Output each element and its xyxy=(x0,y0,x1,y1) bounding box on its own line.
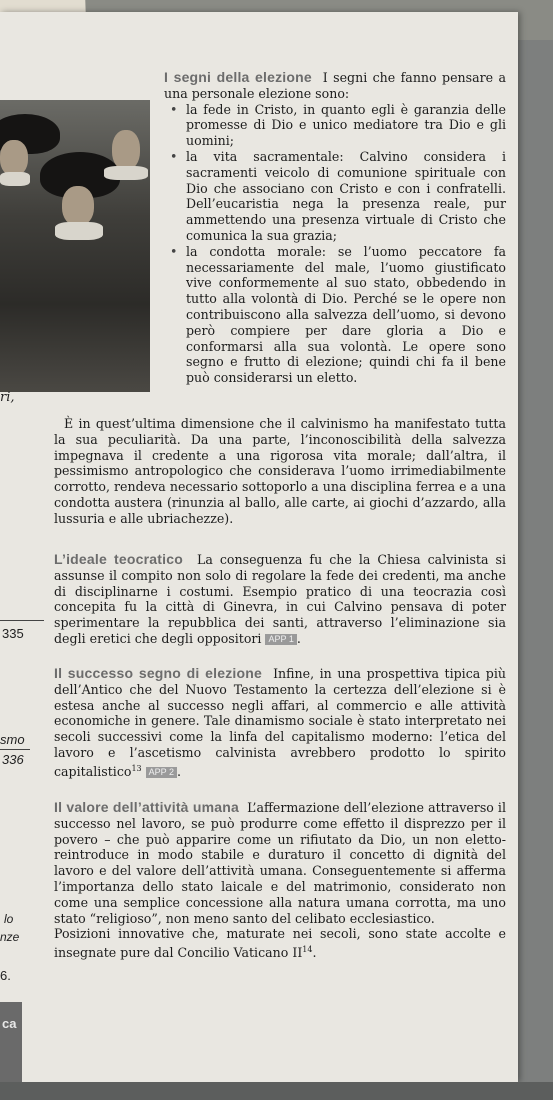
teocratico-body: La conseguenza fu che la Chiesa calvinista si assunse il compito non solo di regolare la fede dei credenti, ma anche di disciplinarne i costumi. Esempio pratico di una teocrazia così concepita fu la città di Ginevra, in cui Calvino pensava di poter sperimentare la repubblica dei santi, attraverso l’eliminazione sia degli eretici che degli oppositori xyxy=(54,552,506,646)
app-badge[interactable]: APP 1 xyxy=(265,634,296,645)
desk-bottom xyxy=(0,1082,553,1100)
footnote-ref: 14 xyxy=(302,945,313,955)
heading-segni: I segni della elezione xyxy=(164,69,312,85)
section-successo: Il successo segno di elezione Infine, in una prospettiva tipica più dell’Antico che del Nuovo Testamento la certezza dell’elezione si è estesa anche al successo negli affari, al commercio e alle attività economiche in genere. Tale dinamismo sociale è stato interpretato nei secoli successivi come la linfa del capitalismo moderno: l’etica del lavoro e l’ascetismo calvinista avrebbero prodotto lo spirito capitalistico$^{13}$ APP 2 . xyxy=(54,665,506,779)
bullet-text: la vita sacramentale: Calvino considera i sacramenti veicolo di comunione spirituale con Dio che associano con Cristo e con i confratelli. Dell’eucaristia nega la presenza reale, pur ammettendo una presenza virtuale di Cristo che comunica la sua grazia; xyxy=(186,148,506,243)
bullet-text: la condotta morale: se l’uomo peccatore fa necessariamente del male, l’uomo giustificato vive conformemente al suo stato, obbedendo in tutto alla volontà di Dio. Perché se le opere non contribuiscono alla salvezza dell’uomo, si devono però compiere per dare gloria a Dio e conformarsi alla sua volontà. Le opere sono segno e frutto di elezione; quindi chi fa il bene può considerarsi un eletto. xyxy=(186,243,506,386)
bullet-icon: • xyxy=(170,243,178,259)
app-badge[interactable]: APP 2 xyxy=(146,767,177,778)
valore-body-2: Posizioni innovative che, maturate nei secoli, sono state accolte e insegnate pure dal Concilio Vaticano II xyxy=(54,926,506,961)
bullet-item xyxy=(164,102,506,149)
successo-body: Infine, in una prospettiva tipica più dell’Antico che del Nuovo Testamento la certezza dell’elezione si è estesa anche al successo negli affari, al commercio e alle attività economiche in genere. Tale dinamismo sociale è stato interpretato nei secoli successivi come la linfa del capitalismo moderno: l’etica del lavoro e l’ascetismo calvinista avrebbero prodotto lo spirito capitalistico xyxy=(54,666,506,779)
page-ref-336: 336 xyxy=(2,752,24,767)
margin-word-lo: lo xyxy=(4,912,14,926)
section-valore: Il valore dell’attività umana L’affermazione dell’elezione attraverso il successo nel lavoro, se può produrre come effetto il disprezzo per il povero – che può apparire come un rifiutato da Dio, un non eletto- reintroduce in modo stabile e duraturo il concetto di dignità del lavoro e del valore dell’attività umana. Conseguentemente si afferma l’importanza dello stato laicale e del matrimonio, considerato non come una semplice concessione alla natura umana corrotta, ma uno stato “religioso”, non meno santo del celibato ecclesiastico. Posizioni innovative che, maturate nei secoli, sono state accolte e insegnate pure dal Concilio Vaticano II$^{14}$. xyxy=(54,799,506,961)
heading-successo: Il successo segno di elezione xyxy=(54,665,262,681)
book-page xyxy=(0,12,518,1082)
heading-valore: Il valore dell’attività umana xyxy=(54,799,239,815)
page-ref-335: 335 xyxy=(2,626,24,641)
footnote-ref: 13 xyxy=(131,763,142,773)
margin-word-nze: nze xyxy=(0,930,20,944)
valore-body: L’affermazione dell’elezione attraverso il successo nel lavoro, se può produrre come effetto il disprezzo per il povero – che può apparire come un rifiutato da Dio, un non eletto- reintroduce in modo stabile e duraturo il concetto di dignità del lavoro e del valore dell’attività umana. Conseguentemente si afferma l’importanza dello stato laicale e del matrimonio, considerato non come una semplice concessione alla natura umana corrotta, ma uno stato “religioso”, non meno santo del celibato ecclesiastico. xyxy=(54,800,506,926)
painting-image xyxy=(0,100,150,392)
margin-rule xyxy=(0,749,30,750)
segni-intro: I segni che fanno pensare a una personale elezione sono: xyxy=(164,70,507,101)
chapter-tab-label: ca xyxy=(2,1016,17,1031)
paragraph-calvinismo: È in quest’ultima dimensione che il calvinismo ha manifestato tutta la sua peculiarità. Da una parte, l’inconoscibilità della salvezza impegnava il credente a una rigorosa vita morale; dall’altra, il pessimismo antropologico che considerava l’uomo irrimediabilmente corrotto, rendeva necessario sottoporlo a una disciplina ferrea e a una condotta austera (rinunzia al ballo, alle carte, ai giochi d’azzardo, alla lussuria e alle ubriachezze). xyxy=(54,416,506,526)
heading-teocratico: L’ideale teocratico xyxy=(54,551,183,567)
bullet-item xyxy=(164,244,506,386)
bullet-icon: • xyxy=(170,148,178,164)
margin-word-smo: smo xyxy=(0,732,25,747)
section-segni xyxy=(164,70,506,386)
bullet-text: la fede in Cristo, in quanto egli è garanzia delle promesse di Dio e unico mediatore tra Dio e gli uomini; xyxy=(186,101,506,149)
bullet-icon: • xyxy=(170,101,178,117)
margin-number: 6. xyxy=(0,968,11,983)
caption-fragment: ri, xyxy=(0,390,15,405)
bullet-item xyxy=(164,149,506,244)
section-teocratico: L’ideale teocratico La conseguenza fu che la Chiesa calvinista si assunse il compito non solo di regolare la fede dei credenti, ma anche di disciplinarne i costumi. Esempio pratico di una teocrazia così concepita fu la città di Ginevra, in cui Calvino pensava di poter sperimentare la repubblica dei santi, attraverso l’eliminazione sia degli eretici che degli oppositori APP 1 . xyxy=(54,551,506,646)
margin-rule xyxy=(0,620,44,621)
